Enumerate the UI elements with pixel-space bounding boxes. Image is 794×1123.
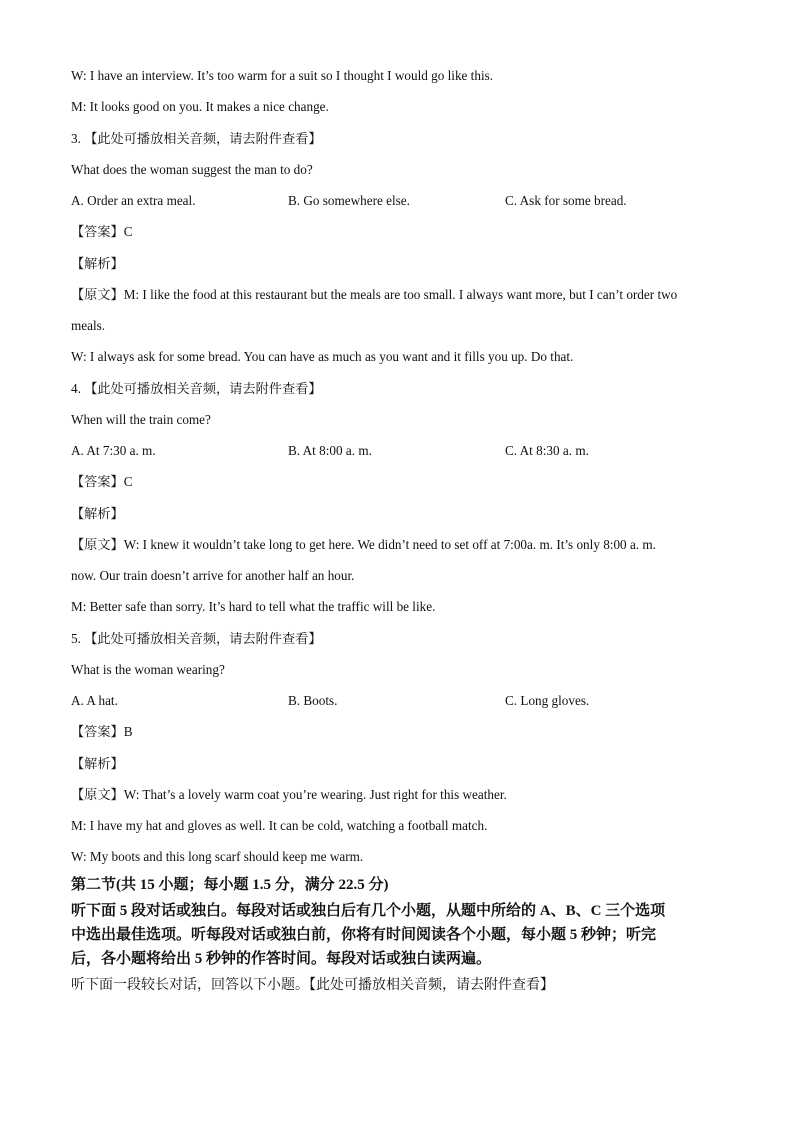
q5-option-b: B. Boots. <box>288 693 338 708</box>
analysis-label: 【解析】 <box>71 756 124 771</box>
q3-option-a: A. Order an extra meal. <box>71 193 196 208</box>
section-heading: 第二节(共 15 小题；每小题 1.5 分，满分 22.5 分) <box>71 877 389 893</box>
dialogue-line: W: I have an interview. It’s too warm for a suit so I thought I would go like this. <box>71 68 494 83</box>
question-text: What does the woman suggest the man to do? <box>71 162 313 177</box>
question-number: 5. 【此处可播放相关音频，请去附件查看】 <box>71 631 322 646</box>
q4-option-c: C. At 8:30 a. m. <box>505 443 589 458</box>
dialogue-line: M: It looks good on you. It makes a nice change. <box>71 99 329 114</box>
dialogue-line: M: Better safe than sorry. It’s hard to tell what the traffic will be like. <box>71 599 436 614</box>
q5-option-c: C. Long gloves. <box>505 693 590 708</box>
question-text: What is the woman wearing? <box>71 662 225 677</box>
q3-option-b: B. Go somewhere else. <box>288 193 410 208</box>
answer: 【答案】B <box>71 724 133 739</box>
analysis-label: 【解析】 <box>71 506 124 521</box>
question-number: 4. 【此处可播放相关音频，请去附件查看】 <box>71 381 322 396</box>
transcript-line: now. Our train doesn’t arrive for another half an hour. <box>71 568 355 583</box>
q3-option-c: C. Ask for some bread. <box>505 193 627 208</box>
instructions-line: 后，各小题将给出 5 秒钟的作答时间。每段对话或独白读两遍。 <box>71 951 492 967</box>
dialogue-line: W: I always ask for some bread. You can have as much as you want and it fills you up. Do that. <box>71 349 574 364</box>
answer: 【答案】C <box>71 474 133 489</box>
instructions-line: 听下面 5 段对话或独白。每段对话或独白后有几个小题，从题中所给的 A、B、C 三个选项 <box>71 903 666 919</box>
question-text: When will the train come? <box>71 412 211 427</box>
answer: 【答案】C <box>71 224 133 239</box>
instructions-line: 中选出最佳选项。听每段对话或独白前，你将有时间阅读各个小题，每小题 5 秒钟；听完 <box>71 927 657 943</box>
dialogue-line: M: I have my hat and gloves as well. It can be cold, watching a football match. <box>71 818 488 833</box>
dialogue-line: W: My boots and this long scarf should keep me warm. <box>71 849 364 864</box>
transcript-line: 【原文】M: I like the food at this restaurant but the meals are too small. I always want more, but I can’t order two <box>71 287 678 302</box>
analysis-label: 【解析】 <box>71 256 124 271</box>
q4-option-b: B. At 8:00 a. m. <box>288 443 372 458</box>
sub-instruction: 听下面一段较长对话，回答以下小题。【此处可播放相关音频，请去附件查看】 <box>71 978 554 993</box>
q5-option-a: A. A hat. <box>71 693 118 708</box>
q4-option-a: A. At 7:30 a. m. <box>71 443 156 458</box>
question-number: 3. 【此处可播放相关音频，请去附件查看】 <box>71 131 322 146</box>
transcript-line: 【原文】W: That’s a lovely warm coat you’re wearing. Just right for this weather. <box>71 787 507 802</box>
transcript-line: 【原文】W: I knew it wouldn’t take long to get here. We didn’t need to set off at 7:00a. m. It’s only 8:00 a. m. <box>71 537 656 552</box>
transcript-line: meals. <box>71 318 106 333</box>
